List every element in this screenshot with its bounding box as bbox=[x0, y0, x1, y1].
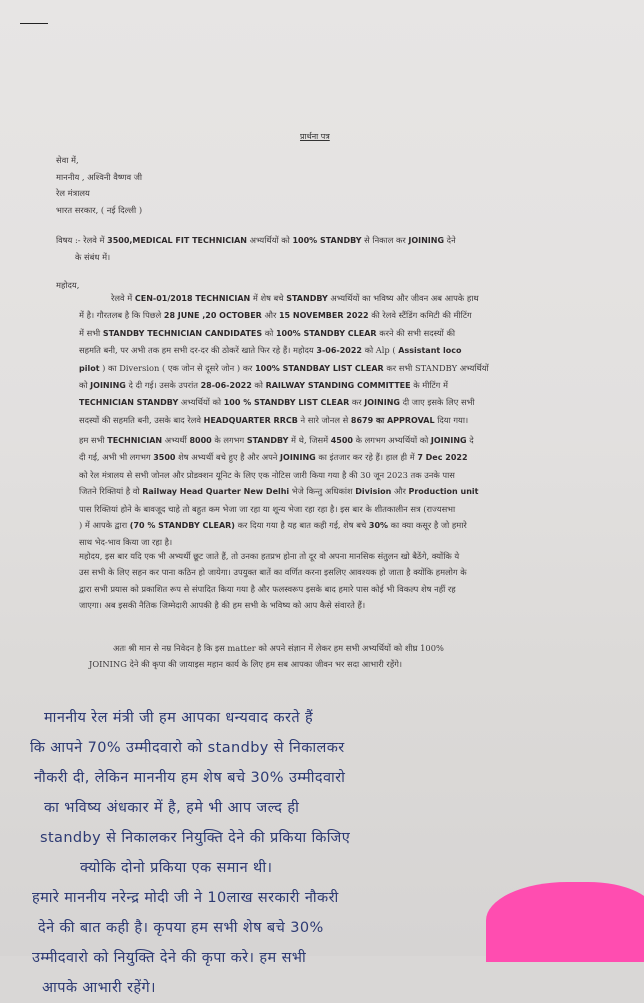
pink-redaction-mark bbox=[486, 882, 644, 962]
paragraph-closing: अतः श्री मान से नम्र निवेदन है कि इस matter को अपने संज्ञान में लेकर हम सभी अभ्यर्थियों को शीघ्र 100% JOINING देने की कृपा की जायाइस महान कार्य के लिए हम सब आपका जीवन भर सदा आभारी रहेंगे। bbox=[89, 643, 444, 670]
handwritten-note: माननीय रेल मंत्री जी हम आपका धन्यवाद करते हैं कि आपने 70% उम्मीदवारो को standby से निकालकर नौकरी दी, लेकिन माननीय हम शेष बचे 30% उम्मीदवारो का भविष्य अंधकार में है, हमे भी आप जल्द ही standby से निकालकर नियुक्ति देने की प्रकिया किजिए क्योकि दोनो प्रकिया एक समान थी। हमारे माननीय नरेन्द्र मोदी जी ने 10लाख सरकारी नौकरी देने की बात कही है। कृपया हम सभी शेष बचे 30% उम्मीदवारो को नियुक्ति देने की कृपा करे। हम सभी आपके आभारी रहेंगे। bbox=[30, 710, 351, 996]
salutation: महोदय, bbox=[56, 280, 80, 290]
paragraph-2: हम सभी TECHNICIAN अभ्यर्थी 8000 के लगभग STANDBY में थे, जिसमें 4500 के लगभग अभ्यर्थियों को JOINING दे दी गई, अभी भी लगभग 3500 शेष अभ्यर्थी बचे हुए है और अपने JOINING का इंतजार कर रहे हैं। हाल ही में 7 Dec 2022 को रेल मंत्रालय से सभी जोनल और प्रोडक्शन यूनिट के लिए एक नोटिस जारी किया गया है की 30 जून 2023 तक उनके पास जितने रिक्तियां है वो Railway Head Quarter New Delhi भेजे किन्तु अधिकांश Division और Production unit पास रिक्तियां होने के बावजूद चाहे तो बहुत कम भेजा जा रहा या शून्य भेजा रहा रहा है। इस बार के शीतकालीन सत्र (राज्यसभा ) में आपके द्वारा (70 % STANDBY CLEAR) कर दिया गया है यह बात कही गई, शेष बचे 30% का क्या कसूर है जो हमारे साथ भेद-भाव किया जा रहा है। bbox=[79, 435, 479, 548]
pen-stroke bbox=[20, 23, 48, 24]
subject-line: विषय :- रेलवे में 3500,MEDICAL FIT TECHNICIAN अभ्यर्थियों को 100% STANDBY से निकाल कर JOINING देने bbox=[56, 235, 456, 245]
address-line: रेल मंत्रालय bbox=[56, 188, 90, 199]
address-line: भारत सरकार, ( नई दिल्ली ) bbox=[56, 204, 143, 215]
address-line: माननीय , अश्विनी वैष्णव जी bbox=[56, 171, 143, 182]
subject-line-2: के संबंध में। bbox=[75, 252, 111, 262]
letter-title: प्रार्थना पत्र bbox=[300, 132, 330, 141]
paragraph-3: महोदय, इस बार यदि एक भी अभ्यर्थी छूट जाते हैं, तो उनका हतप्रभ होना तो दूर वो अपना मानसिक संतुलन खो बैठेंगे, क्योंकि ये उस सभी के लिए सहन कर पाना कठिन हो जायेगा। उपयुक्त बातें का वर्णित करना इसलिए आवश्यक हो जाता है क्योंकि हमलोग के द्वारा सभी प्रयास को प्रकाशित रूप से संपादित किया गया है और फलस्वरूप इसके बाद हमारे पास कोई भी विकल्प शेष नहीं रह जाएगा। अब इसकी नैतिक जिम्मेदारी आपकी है की हम सभी के भविष्य को आप कैसे संवारते हैं। bbox=[79, 551, 467, 611]
recipient-address bbox=[56, 152, 142, 218]
address-line: सेवा में, bbox=[56, 155, 79, 165]
paragraph-1: रेलवे में CEN-01/2018 TECHNICIAN में शेष बचे STANDBY अभ्यर्थियों का भविष्य और जीवन अब आपके हाथ में है। गौरतलब है कि पिछले 28 JUNE ,20 OCTOBER और 15 NOVEMBER 2022 की रेलवे स्टैंडिंग कमिटी की मीटिंग में सभी STANDBY TECHNICIAN CANDIDATES को 100% STANDBY CLEAR करने की सभी सदस्यों की सहमति बनी, पर अभी तक हम सभी दर-दर की ठोकरें खाते फिर रहे हैं। महोदय 3-06-2022 को Alp ( Assistant loco pilot ) का Diversion ( एक जोन से दूसरे जोन ) कर 100% STANDBAY LIST CLEAR कर सभी STANDBY अभ्यर्थियों को JOINING दे दी गई। उसके उपरांत 28-06-2022 को RAILWAY STANDING COMMITTEE के मीटिंग में TECHNICIAN STANDBY अभ्यर्थियों को 100 % STANDBY LIST CLEAR कर JOINING दी जाए इसके लिए सभी सदस्यों की सहमति बनी, उसके बाद रेलवे HEADQUARTER RRCB ने सारे जोनल से 8679 का APPROVAL दिया गया। bbox=[79, 293, 489, 425]
